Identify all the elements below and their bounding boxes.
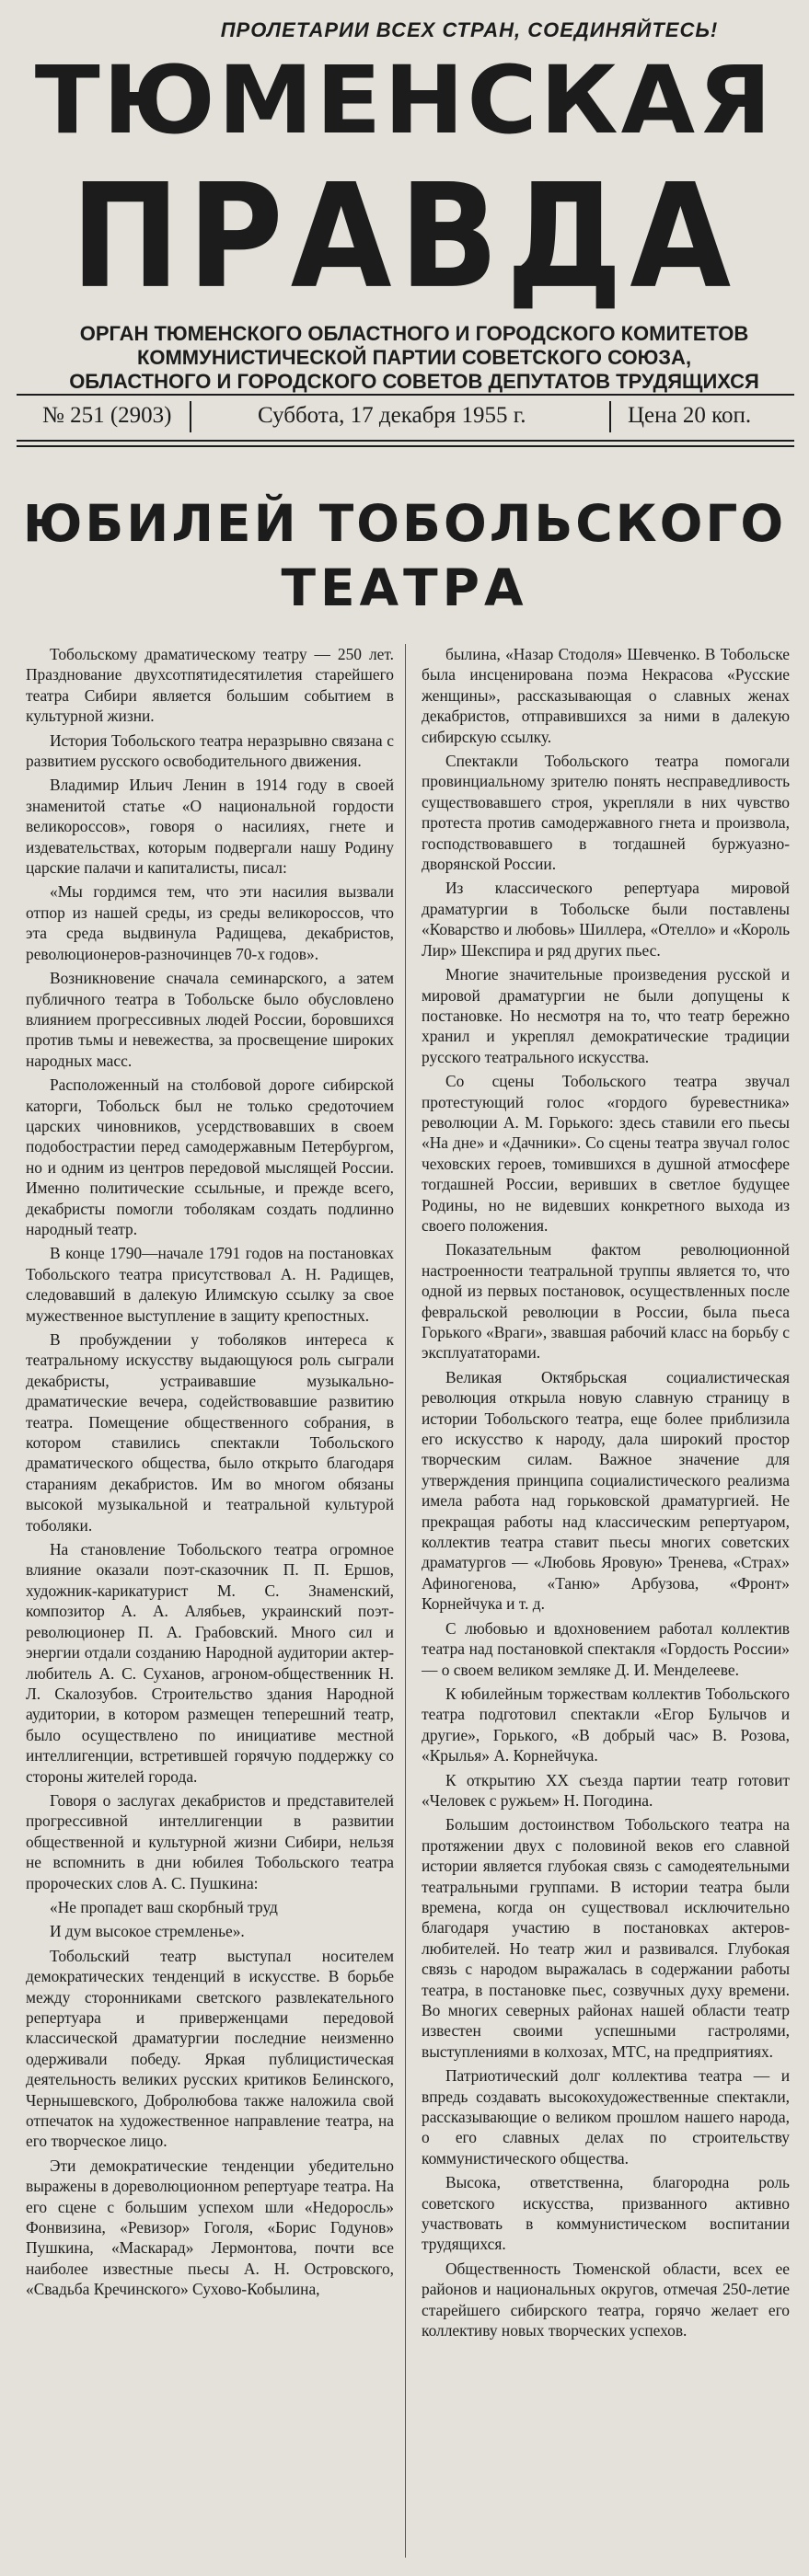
article-paragraph: былина, «Назар Стодоля» Шевченко. В Тобольске была инсценирована поэма Некрасова «Русские женщины», рассказывающая о славных женах декабристов, отправившихся за ними в далекую сибирскую ссылку. (422, 645, 790, 746)
divider (190, 401, 191, 432)
article-paragraph: В конце 1790—начале 1791 годов на постановках Тобольского театра присутствовал А. Н. Радищев, следовавший в далекую Илимскую ссылку за свое мужественное выступление в защиту крепостных. (26, 1244, 394, 1325)
article-paragraph: С любовью и вдохновением работал коллектив театра над постановкой спектакля «Гордость России» — о своем великом земляке Д. И. Менделееве. (422, 1618, 790, 1679)
article-paragraph: «Мы гордимся тем, что эти насилия вызвали отпор из нашей среды, из среды великороссов, что эта среда выдвинула Радищева, декабристов, революционеров-разночинцев 70-х годов». (26, 882, 394, 963)
article-paragraph: Возникновение сначала семинарского, а затем публичного театра в Тобольске было обусловлено влиянием прогрессивных людей России, боровшихся против тьмы и невежества, за просвещение широких народных масс. (26, 969, 394, 1070)
article-paragraph: «Не пропадет ваш скорбный труд (50, 1897, 278, 1916)
masthead-title-line1: ТЮМЕНСКАЯ (34, 45, 775, 155)
article-paragraph: Говоря о заслугах декабристов и представителей прогрессивной интеллигенции в развитии общественной и культурной жизни Сибири, нельзя не вспомнить в дни юбилея Тобольского театра пророческих слов А. С. Пушкина: (26, 1790, 394, 1892)
article-paragraph: Спектакли Тобольского театра помогали провинциальному зрителю понять несправедливость существовавшего строя, укрепляли в них чувство протеста против самодержавного гнета и произвола, господствовавшего в тогдашней буржуазно-дворянской России. (422, 752, 790, 874)
article-paragraph: Большим достоинством Тобольского театра на протяжении двух с половиной веков его славной истории является глубокая связь с самодеятельными театральными группами. В истории театра были времена, когда он существовал исключительно благодаря участию в постановках актеров-любителей. Но театр жил и развивался. Глубокая связь с народом выражалась в содержании работы театра, в постановке пьес, созвучных духу времени. Во многих северных районах нашей области театр известен своими успешными гастролями, выступлениями в колхозах, МТС, на предприятиях. (422, 1815, 790, 2061)
article-paragraph: Со сцены Тобольского театра звучал протестующий голос «гордого буревестника» революции А. М. Горького: здесь ставили его пьесы «На дне» и «Дачники». Со сцены театра звучал голос чеховских героев, томившихся в душной атмосфере тогдашней России, веривших в светлое будущее Родины, но не видевших конкретного выхода из своего положения. (422, 1072, 790, 1235)
article-headline-line1: ЮБИЛЕЙ ТОБОЛЬСКОГО (22, 494, 787, 553)
article-paragraph: К юбилейным торжествам коллектив Тобольского театра подготовил спектакли «Егор Булычов и другие», Горького, «В добрый час» В. Розова, «Крылья» А. Корнейчука. (422, 1684, 790, 1765)
article-paragraph: Тобольский театр выступал носителем демократических тенденций в искусстве. В борьбе между сторонниками светского развлекательного репертуара и приверженцами передовой классической драматургии последние неизменно одерживали победу. Яркая публицистическая деятельность великих русских критиков Белинского, Чернышевского, Добролюбова также наложила свой отпечаток на художественное направление театра, на его творческое лицо. (26, 1946, 394, 2151)
article-paragraph: Общественность Тюменской области, всех ее районов и национальных округов, отмечая 250-летие старейшего сибирского театра, горячо желает его коллективу новых творческих успехов. (422, 2259, 790, 2340)
article-paragraph: Многие значительные произведения русской и мировой драматургии не были допущены к постановке. Но несмотря на то, что театр бережно хранил и укреплял демократические традиции русского театрального искусства. (422, 965, 790, 1066)
article-paragraph: Расположенный на столбовой дороге сибирской каторги, Тобольск был не только средоточием царских чиновников, усердствовавших в своем подобострастии перед самодержавным Петербургом, но и одним из центров передовой мыслящей России. Именно политические ссыльные, и прежде всего, декабристы помогли тоболякам создать подлинно народный театр. (26, 1075, 394, 1238)
article-paragraph: Эти демократические тенденции убедительно выражены в дореволюционном репертуаре театра. На его сцене с большим успехом шли «Недоросль» Фонвизина, «Ревизор» Гоголя, «Борис Годунов» Пушкина, «Маскарад» Лермонтова, почти все наиболее известные пьесы А. Н. Островского, «Свадьба Кречинского» Сухово-Кобылина, (26, 2156, 394, 2299)
divider (17, 440, 794, 442)
issue-number: № 251 (2903) (42, 403, 172, 428)
divider (17, 445, 794, 447)
article-paragraph: Тобольскому драматическому театру — 250 лет. Празднование двухсотпятидесятилетия старейшего театра Сибири является большим событием в культурной жизни. (26, 645, 394, 726)
article-paragraph: Из классического репертуара мировой драматургии в Тобольске были поставлены «Коварство и любовь» Шиллера, «Отелло» и «Король Лир» Шекспира и ряд других пьес. (422, 879, 790, 960)
publisher-line: ОБЛАСТНОГО И ГОРОДСКОГО СОВЕТОВ ДЕПУТАТОВ ТРУДЯЩИХСЯ (69, 370, 759, 393)
article-paragraph: Великая Октябрьская социалистическая революция открыла новую славную страницу в истории Тобольского театра, еще более приблизила его искусство к народу, дала широкий простор творческим силам. Важное значение для утверждения принципа социалистического реализма имела работа над горьковской драматургией. Не прекращая работы над классическим репертуаром, коллектив театра ставит пьесы многих советских драматургов — «Любовь Яровую» Тренева, «Страх» Афиногенова, «Таню» Арбузова, «Фронт» Корнейчука и т. д. (422, 1367, 790, 1614)
divider (609, 401, 611, 432)
issue-info-bar (17, 397, 794, 438)
article-paragraph: Владимир Ильич Ленин в 1914 году в своей знаменитой статье «О национальной гордости великороссов», говоря о насилиях, гнете и издевательствах, которым подвергали нашу Родину царские палачи и капиталисты, писал: (26, 776, 394, 878)
masthead-title-line2: ПРАВДА (70, 153, 739, 321)
slogan: ПРОЛЕТАРИИ ВСЕХ СТРАН, СОЕДИНЯЙТЕСЬ! (220, 18, 719, 41)
article-column-right (422, 644, 790, 2567)
issue-price: Цена 20 коп. (628, 403, 752, 428)
article-headline-line2: ТЕАТРА (281, 558, 528, 617)
issue-date: Суббота, 17 декабря 1955 г. (258, 403, 526, 428)
column-divider (405, 644, 406, 2558)
publisher-line: КОММУНИСТИЧЕСКОЙ ПАРТИИ СОВЕТСКОГО СОЮЗА, (136, 346, 692, 369)
article-paragraph: И дум высокое стремленье». (50, 1922, 245, 1941)
article-paragraph: К открытию XX съезда партии театр готовит «Человек с ружьем» Н. Погодина. (422, 1770, 790, 1810)
article-paragraph: В пробуждении у тоболяков интереса к театральному искусству выдающуюся роль сыграли декабристы, устраивавшие музыкально-драматические вечера, содействовавшие развитию театра. Помещение общественного собрания, в котором ставились спектакли Тобольского драматического общества, было открыто благодаря стараниям декабристов. Им во многом обязаны высокой музыкальной и театральной культурой тоболяки. (26, 1330, 394, 1535)
article-paragraph: История Тобольского театра неразрывно связана с развитием русского освободительного движения. (26, 730, 394, 771)
article-paragraph: Высока, ответственна, благородна роль советского искусства, призванного активно участвовать в коммунистическом воспитании трудящихся. (422, 2173, 790, 2254)
article-paragraph: На становление Тобольского театра огромное влияние оказали поэт-сказочник П. П. Ершов, художник-карикатурист М. С. Знаменский, композитор А. А. Алябьев, украинский поэт-революционер П. А. Грабовский. Много сил и энергии отдали созданию Народной аудитории актер-любитель А. С. Суханов, агроном-общественник Н. Л. Скалозубов. Строительство здания Народной аудитории, в котором размещен теперешний театр, было осуществлено по инициативе местной интеллигенции, встретившей горячую поддержку со стороны жителей города. (26, 1540, 394, 1786)
article-column-left (26, 644, 394, 2567)
divider (17, 394, 794, 396)
publisher-line: ОРГАН ТЮМЕНСКОГО ОБЛАСТНОГО И ГОРОДСКОГО КОМИТЕТОВ (79, 322, 749, 345)
publisher-statement (37, 322, 792, 394)
article-paragraph: Патриотический долг коллектива театра — и впредь создавать высокохудожественные спектакли, рассказывающие о великом прошлом нашего народа, о его славных делах по строительству коммунистического общества. (422, 2066, 790, 2168)
article-paragraph: Показательным фактом революционной настроенности театральной труппы является то, что одной из первых постановок, осуществленных после февральской революции в России, была пьеса Горького «Враги», звавшая рабочий класс на борьбу с эксплуататорами. (422, 1240, 790, 1363)
